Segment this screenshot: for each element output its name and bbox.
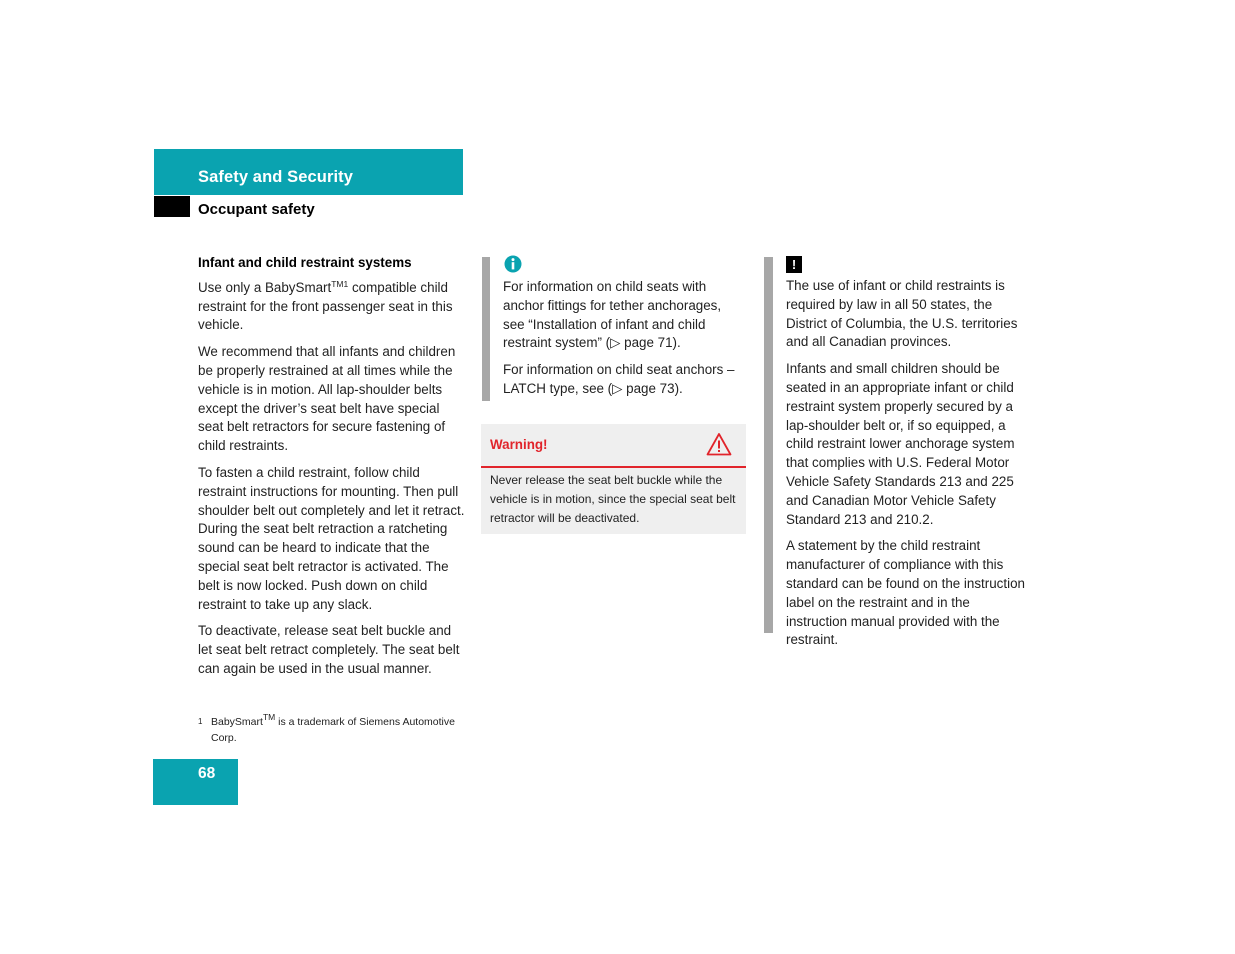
paragraph-fasten: To fasten a child restraint, follow child restraint instructions for mounting. Then pull shoulder belt out completely and let it retract. During the seat belt retraction a ratcheting sound can be heard to indicate that the special seat belt retractor is activated. The belt is now locked. Push down on child restraint to take up any slack. [198, 464, 465, 612]
subsection-title: Occupant safety [198, 201, 315, 218]
info-paragraph-latch: For information on child seat anchors – LATCH type, see (▷ page 73). [503, 362, 735, 396]
note-paragraph-standards: Infants and small children should be seated in an appropriate infant or child restraint system properly secured by a lap-shoulder belt or, if so equipped, a child restraint lower anchorage system that complies with U.S. Federal Motor Vehicle Safety Standards 213 and 225 and Canadian Motor Vehicle Safety Standard 213 and 210.2. [786, 361, 1015, 527]
info-icon [504, 255, 522, 273]
footnote-text-start: BabySmart [211, 716, 263, 728]
page-number-box [153, 759, 238, 805]
warning-header [481, 424, 746, 468]
footnote-text-end: is a trademark of Siemens Automotive Corp. [211, 716, 455, 744]
page-number: 68 [198, 765, 216, 782]
important-note-rule [764, 257, 773, 633]
warning-box [481, 424, 746, 534]
info-note [503, 278, 746, 407]
paragraph-babysmart [198, 279, 466, 335]
footnote-number: 1 [198, 717, 203, 726]
paragraph-recommendation: We recommend that all infants and children be properly restrained at all times while the vehicle is in motion. All lap-shoulder belts except the driver’s seat belt have special seat belt retractors for secure fastening of child restraints. [198, 344, 456, 454]
warning-text: Never release the seat belt buckle while the vehicle is in motion, since the special seat belt retractor will be deactivated. [490, 473, 736, 525]
paragraph-babysmart-start: Use only a BabySmart [198, 279, 332, 295]
footnote-trademark: TM [262, 712, 276, 722]
paragraph-babysmart-end: compatible child restraint for the front passenger seat in this vehicle. [198, 279, 453, 333]
trademark-footnote-ref: TM1 [331, 278, 349, 289]
section-heading: Infant and child restraint systems [198, 255, 412, 270]
info-paragraph-anchor-fittings: For information on child seats with anchor fittings for tether anchorages, see “Installation of infant and child restraint system” (▷ page 71). [503, 279, 722, 351]
paragraph-deactivate: To deactivate, release seat belt buckle and let seat belt retract completely. The seat belt can again be used in the usual manner. [198, 623, 460, 676]
section-title: Safety and Security [198, 168, 354, 186]
note-paragraph-law: The use of infant or child restraints is required by law in all 50 states, the District of Columbia, the U.S. territories and all Canadian provinces. [786, 278, 1018, 350]
main-text-column [198, 254, 466, 687]
important-note [786, 277, 1034, 658]
warning-triangle-icon [706, 432, 732, 456]
subsection-marker [154, 196, 190, 217]
footnote-text [211, 714, 461, 746]
note-paragraph-compliance: A statement by the child restraint manufacturer of compliance with this standard can be found on the instruction label on the restraint and in the instruction manual provided with the restraint. [786, 538, 1025, 648]
warning-title: Warning! [490, 437, 548, 452]
info-note-rule [482, 257, 490, 401]
exclamation-icon: ! [786, 256, 802, 273]
